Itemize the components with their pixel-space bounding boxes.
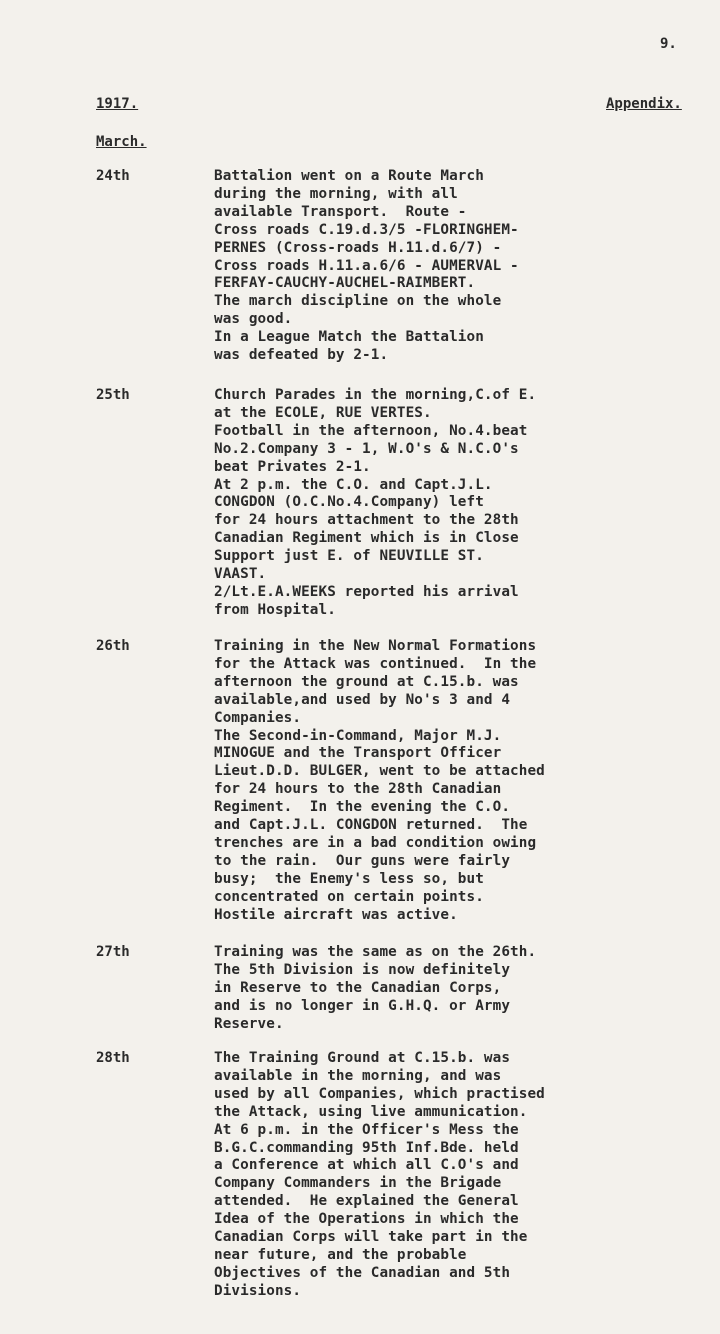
entry-text: Battalion went on a Route March during the morning, with all available Transport. Route - Cross roads C.19.d.3/5 -FLORINGHEM- PERNES (Cross-roads H.11.d.6/7) - Cross roads H.11.a.6/6 - AUMERVAL - FERFAY-CAUCHY-AUCHEL-RAIMBERT. The march discipline on the whole was good. In a League Match the Battalion was defeated by 2-1. [214, 168, 519, 364]
entry-day: 24th [96, 168, 130, 184]
month-heading: March. [96, 134, 147, 150]
page-number: 9. [660, 36, 677, 52]
entry-text: Training in the New Normal Formations for the Attack was continued. In the afternoon the ground at C.15.b. was available,and used by No's 3 and 4 Companies. The Second-in-Command, Major M.J. MINOGUE and the Transport Officer Lieut.D.D. BULGER, went to be attached for 24 hours to the 28th Canadian Regiment. In the evening the C.O. and Capt.J.L. CONGDON returned. The trenches are in a bad condition owing to the rain. Our guns were fairly busy; the Enemy's less so, but concentrated on certain points. Hostile aircraft was active. [214, 638, 545, 923]
year-heading: 1917. [96, 96, 139, 112]
entry-day: 28th [96, 1050, 130, 1066]
entry-text: Training was the same as on the 26th. The 5th Division is now definitely in Reserve to the Canadian Corps, and is no longer in G.H.Q. or Army Reserve. [214, 944, 537, 1032]
entry-day: 27th [96, 944, 130, 960]
entry-text: The Training Ground at C.15.b. was available in the morning, and was used by all Companies, which practised the Attack, using live ammunication. At 6 p.m. in the Officer's Mess the B.G.C.commanding 95th Inf.Bde. held a Conference at which all C.O's and Company Commanders in the Brigade attended. He explained the General Idea of the Operations in which the Canadian Corps will take part in the near future, and the probable Objectives of the Canadian and 5th Divisions. [214, 1050, 545, 1299]
appendix-heading: Appendix. [606, 96, 682, 112]
entry-day: 25th [96, 387, 130, 403]
entry-text: Church Parades in the morning,C.of E. at the ECOLE, RUE VERTES. Football in the afternoon, No.4.beat No.2.Company 3 - 1, W.O's & N.C.O's beat Privates 2-1. At 2 p.m. the C.O. and Capt.J.L. CONGDON (O.C.No.4.Company) left for 24 hours attachment to the 28th Canadian Regiment which is in Close Support just E. of NEUVILLE ST. VAAST. 2/Lt.E.A.WEEKS reported his arrival from Hospital. [214, 387, 537, 618]
entry-day: 26th [96, 638, 130, 654]
